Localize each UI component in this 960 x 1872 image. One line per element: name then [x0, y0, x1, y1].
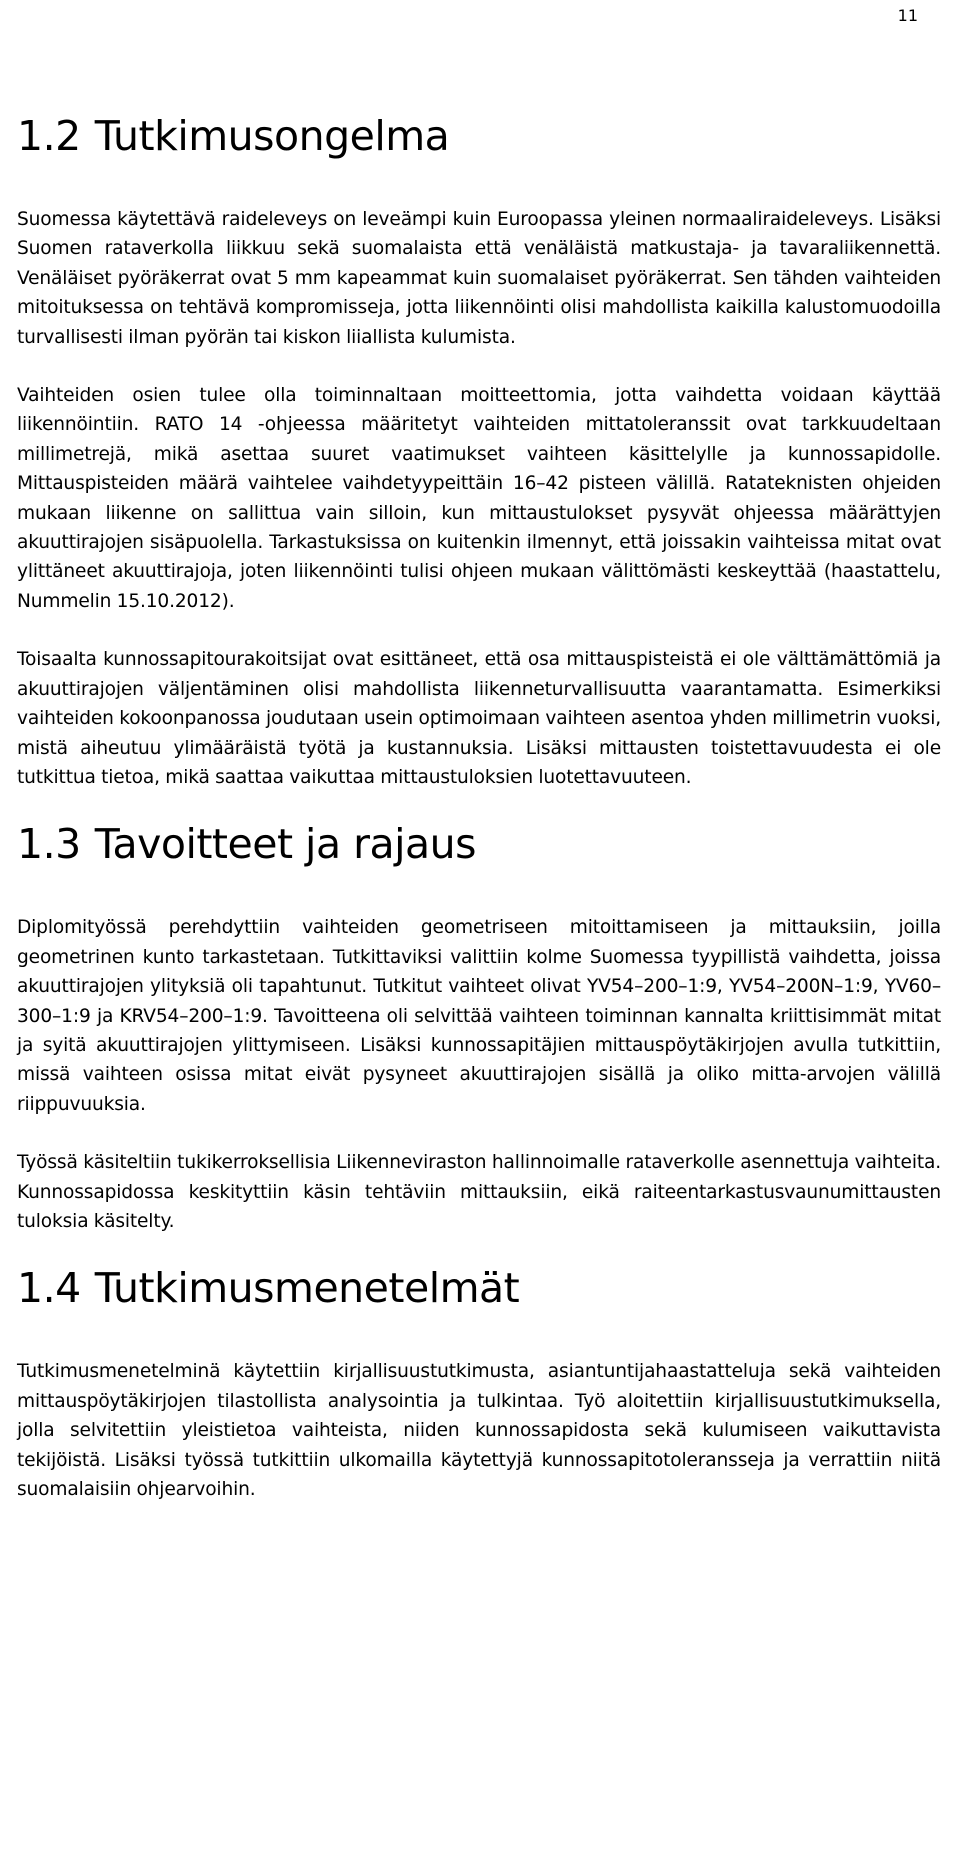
- section-number: 1.4: [17, 1264, 81, 1313]
- section-heading: [17, 112, 941, 160]
- paragraph: Diplomityössä perehdyttiin vaihteiden geometriseen mitoittamiseen ja mittauksiin, joilla geometrinen kunto tarkastetaan. Tutkittaviksi valittiin kolme Suomessa tyypillistä vaihdetta, joissa akuuttirajojen ylityksiä oli tapahtunut. Tutkitut vaihteet olivat YV54–200–1:9, YV54–200N–1:9, YV60–300–1:9 ja KRV54–200–1:9. Tavoitteena oli selvittää vaihteen toiminnan kannalta kriittisimmät mitat ja syitä akuuttirajojen ylittymiseen. Lisäksi kunnossapitäjien mittauspöytäkirjojen avulla tutkittiin, missä vaihteen osissa mitat eivät pysyneet akuuttirajojen sisällä ja oliko mitta-arvojen välillä riippuvuuksia.: [17, 917, 941, 1115]
- section-title: Tavoitteet ja rajaus: [94, 820, 476, 869]
- paragraph: Työssä käsiteltiin tukikerroksellisia Liikenneviraston hallinnoimalle rataverkolle asennettuja vaihteita. Kunnossapidossa keskityttiin käsin tehtäviin mittauksiin, eikä raiteentarkastusvaunumittausten tuloksia käsitelty.: [17, 1152, 941, 1232]
- section-number: 1.2: [17, 112, 81, 160]
- section-title: Tutkimusmenetelmät: [94, 1264, 520, 1313]
- paragraph: Tutkimusmenetelminä käytettiin kirjallisuustutkimusta, asiantuntijahaastatteluja sekä vaihteiden mittauspöytäkirjojen tilastollista analysointia ja tulkintaa. Työ aloitettiin kirjallisuustutkimuksella, jolla selvitettiin yleistietoa vaihteista, niiden kunnossapidosta sekä kulumiseen vaikuttavista tekijöistä. Lisäksi työssä tutkittiin ulkomailla käytettyjä kunnossapitotoleransseja ja verrattiin niitä suomalaisiin ohjearvoihin.: [17, 1361, 941, 1500]
- section-heading: [17, 820, 941, 868]
- section-research-problem: [17, 112, 941, 792]
- section-number: 1.3: [17, 820, 81, 869]
- paragraph: Vaihteiden osien tulee olla toiminnaltaan moitteettomia, jotta vaihdetta voidaan käyttää liikennöintiin. RATO 14 -ohjeessa määritetyt vaihteiden mittatoleranssit ovat tarkkuudeltaan millimetrejä, mikä asettaa suuret vaatimukset vaihteen käsittelylle ja kunnossapidolle. Mittauspisteiden määrä vaihtelee vaihdetyypeittäin 16–42 pisteen välillä. Ratateknisten ohjeiden mukaan liikenne on sallittua vain silloin, kun mittaustulokset pysyvät ohjeessa määrättyjen akuuttirajojen sisäpuolella. Tarkastuksissa on kuitenkin ilmennyt, että joissakin vaihteissa mitat ovat ylittäneet akuuttirajoja, joten liikennöinti tulisi ohjeen mukaan välittömästi keskeyttää (haastattelu, Nummelin 15.10.2012).: [17, 385, 941, 612]
- section-goals-and-scope: [17, 820, 941, 1236]
- section-research-methods: [17, 1264, 941, 1504]
- section-heading: [17, 1264, 941, 1312]
- page-number: 11: [897, 6, 918, 25]
- paragraph: Suomessa käytettävä raideleveys on leveämpi kuin Euroopassa yleinen normaaliraideleveys. Lisäksi Suomen rataverkolla liikkuu sekä suomalaista että venäläistä matkustaja- ja tavaraliikennettä. Venäläiset pyöräkerrat ovat 5 mm kapeammat kuin suomalaiset pyöräkerrat. Sen tähden vaihteiden mitoituksessa on tehtävä kompromisseja, jotta liikennöinti olisi mahdollista kaikilla kalustomuodoilla turvallisesti ilman pyörän tai kiskon liiallista kulumista.: [17, 209, 941, 348]
- section-title: Tutkimusongelma: [94, 112, 450, 160]
- document-body: [17, 112, 941, 1504]
- paragraph: Toisaalta kunnossapitourakoitsijat ovat esittäneet, että osa mittauspisteistä ei ole välttämättömiä ja akuuttirajojen väljentäminen olisi mahdollista liikenneturvallisuutta vaarantamatta. Esimerkiksi vaihteiden kokoonpanossa joudutaan usein optimoimaan vaihteen asentoa yhden millimetrin vuoksi, mistä aiheutuu ylimääräistä työtä ja kustannuksia. Lisäksi mittausten toistettavuudesta ei ole tutkittua tietoa, mikä saattaa vaikuttaa mittaustuloksien luotettavuuteen.: [17, 649, 941, 788]
